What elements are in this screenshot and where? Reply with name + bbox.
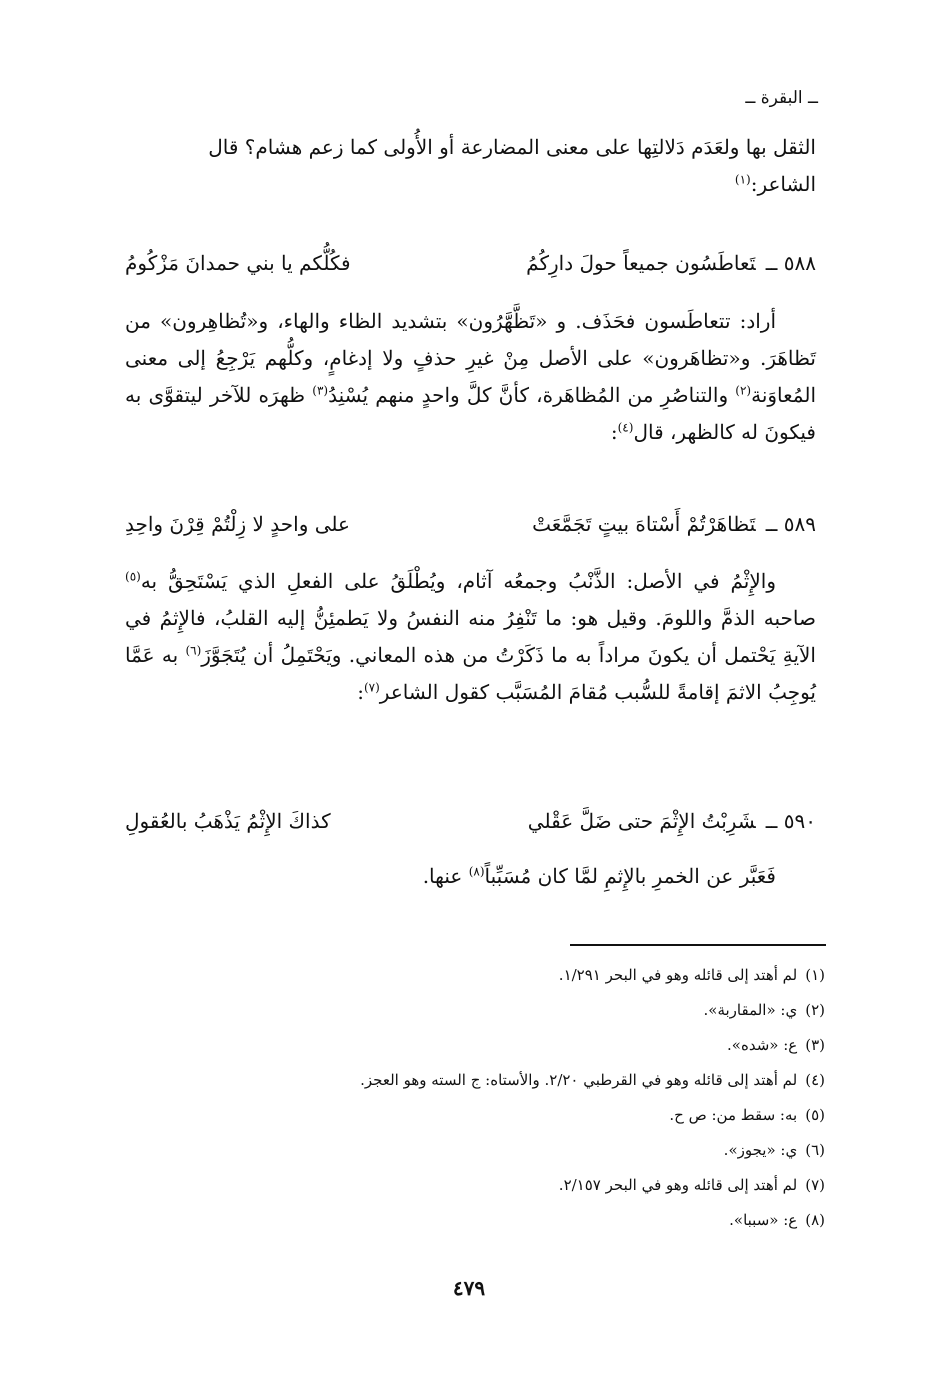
footnote-1: (١)لم أهتد إلى قائله وهو في البحر ١/٢٩١. xyxy=(558,966,825,984)
paragraph-3: والإِثْمُ في الأصل: الذَّنْبُ وجمعُه آثام، ويُطْلَقُ على الفعلِ الذي يَسْتَحِقُّ به$^{(٥)}$ صاحبه الذمَّ واللومَ. وقيل هو: ما تَنْفِرُ منه النفسُ ولا يَطمئِنُّ إليه القلبُ، فالإِثمُ في الآيةِ يَحْتمل أن يكونَ مراداً به ما ذَكَرْتُ من هذه المعاني. ويَحْتَمِلُ أن يُتَجَوَّزَ$^{(٦)}$ به عَمَّا يُوجِبُ الاثمَ إقامةً للسُّبب مُقامَ المُسَبَّب كقول الشاعر$^{(٧)}$: xyxy=(125,569,816,704)
paragraph-4: فَعَبَّر عن الخمرِ بالإِثمِ لمَّا كان مُسَبِّباً$^{(٨)}$ عنها. xyxy=(422,864,776,888)
verse-589 xyxy=(125,508,816,540)
footnote-3: (٣)ع: «شده». xyxy=(727,1036,825,1054)
verse-590-first-hemistich: ٥٩٠ ــشَرِبْتُ الإِثْمَ حتى ضَلَّ عَقْلي xyxy=(527,809,816,833)
footnote-7: (٧)لم أهتد إلى قائله وهو في البحر ٢/١٥٧. xyxy=(558,1176,825,1194)
footnote-ref-8: (٨) xyxy=(468,864,485,879)
paragraph-2: أراد: تتعاطَسون فحَذَف. و «تَظَّهَّرُون» بتشديد الظاء والهاء، و«تُظاهِرون» من تَظاهَرَ. و«تظاهَرون» على الأصل مِنْ غيرِ حذفٍ ولا إدغامٍ، وكلُّهم يَرْجِعُ إلى معنى المُعاوَنة$^{(٢)}$ والتناصُرِ من المُظاهَرة، كأنَّ كلَّ واحدٍ منهم يُسْنِدُ$^{(٣)}$ ظهرَه للآخر ليتقوَّى به فيكونَ له كالظهر، قال$^{(٤)}$: xyxy=(125,309,817,444)
footnote-8: (٨)ع: «سببا». xyxy=(729,1211,825,1229)
footnote-4: (٤)لم أهتد إلى قائله وهو في القرطبي ٢/٢٠. والأستاه: ج السته وهو العجز. xyxy=(360,1071,825,1089)
verse-588-second-hemistich: فكُلُّكم يا بني حمدانَ مَزْكُومُ xyxy=(125,251,351,275)
verse-588 xyxy=(125,247,816,279)
verse-588-number: ٥٨٨ ــ xyxy=(765,251,816,275)
footnote-ref-6: (٦) xyxy=(185,643,202,658)
page-number: ٤٧٩ xyxy=(452,1276,486,1300)
footnote-6: (٦)ي: «يجوز». xyxy=(723,1141,825,1159)
verse-589-number: ٥٨٩ ــ xyxy=(765,512,816,536)
footnote-ref-7: (٧) xyxy=(363,680,380,695)
verse-590 xyxy=(125,805,816,837)
verse-588-first-hemistich: ٥٨٨ ــتَعاطَسُون جميعاً حولَ دارِكُمُ xyxy=(526,251,816,275)
verse-590-number: ٥٩٠ ــ xyxy=(765,809,816,833)
footnote-ref-1: (١) xyxy=(734,172,751,187)
running-header: ــ البقرة ــ xyxy=(745,88,818,108)
footnote-ref-2: (٢) xyxy=(735,383,752,398)
paragraph-1 xyxy=(125,129,816,203)
footnotes xyxy=(125,958,825,1238)
paragraph-1-line-1: الثقل بها ولعَدَم دَلالتِها على معنى المضارعة أو الأُولى كما زعم هشام؟ قال xyxy=(208,135,816,159)
verse-590-second-hemistich: كذاكَ الإِثْمُ يَذْهَبُ بالعُقولِ xyxy=(125,809,331,833)
footnote-ref-3: (٣) xyxy=(312,383,329,398)
verse-589-second-hemistich: على واحدٍ لا زِلْتُمْ قِرْنَ واحِدِ xyxy=(125,512,350,536)
footnote-2: (٢)ي: «المقاربة». xyxy=(703,1001,825,1019)
paragraph-1-line-2: الشاعر:$^{(١)}$ xyxy=(734,172,816,196)
footnote-ref-5: (٥) xyxy=(125,569,141,584)
footnote-5: (٥)به: سقط من: ص ح. xyxy=(669,1106,825,1124)
footnote-ref-4: (٤) xyxy=(617,420,634,435)
footnote-separator xyxy=(570,944,826,946)
verse-589-first-hemistich: ٥٨٩ ــتَظاهَرْتُمْ أَسْتاهَ بيتٍ تَجَمَّعَتْ xyxy=(532,512,816,536)
